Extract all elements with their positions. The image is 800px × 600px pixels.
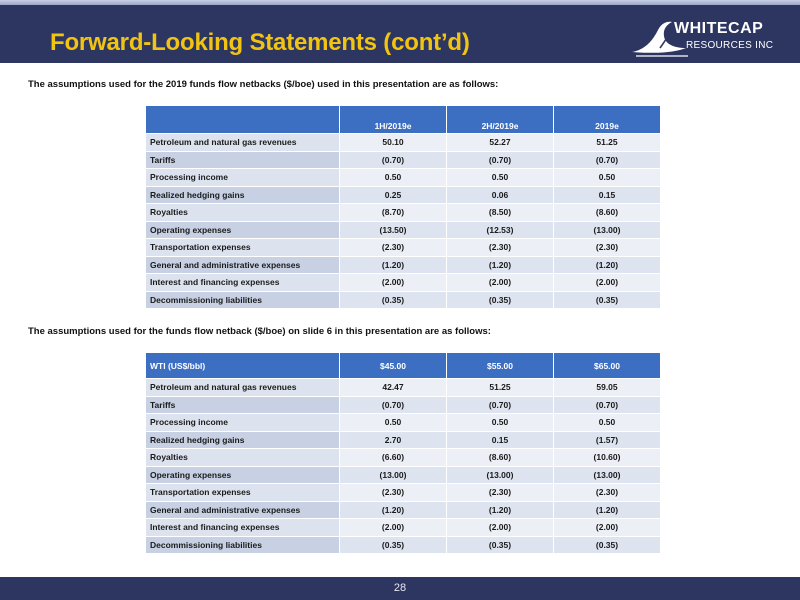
section1-intro: The assumptions used for the 2019 funds flow netbacks ($/boe) used in this presentation are as follows: bbox=[28, 79, 499, 90]
table-cell: (2.30) bbox=[340, 239, 447, 257]
table-cell: (2.00) bbox=[447, 519, 554, 537]
row-label: Realized hedging gains bbox=[146, 431, 340, 449]
table-cell: (1.20) bbox=[340, 501, 447, 519]
table-cell: (2.30) bbox=[447, 484, 554, 502]
page-number: 28 bbox=[393, 582, 407, 594]
table-cell: (2.30) bbox=[447, 239, 554, 257]
table-cell: (0.70) bbox=[554, 151, 661, 169]
table-row bbox=[146, 501, 661, 519]
column-header: 2H/2019e bbox=[447, 106, 554, 134]
column-header bbox=[146, 106, 340, 134]
table-cell: (0.35) bbox=[447, 536, 554, 554]
table-header-row bbox=[146, 353, 661, 379]
row-label: General and administrative expenses bbox=[146, 256, 340, 274]
slide-footer bbox=[0, 577, 800, 600]
row-label: Processing income bbox=[146, 169, 340, 187]
table-cell: (13.00) bbox=[447, 466, 554, 484]
table-cell: (0.35) bbox=[447, 291, 554, 309]
table-cell: (13.50) bbox=[340, 221, 447, 239]
table-row bbox=[146, 256, 661, 274]
logo-subtitle: RESOURCES INC bbox=[686, 40, 774, 51]
table-cell: (1.20) bbox=[447, 256, 554, 274]
table-cell: (8.60) bbox=[447, 449, 554, 467]
table-row bbox=[146, 134, 661, 152]
column-header: WTI (US$/bbl) bbox=[146, 353, 340, 379]
table-row bbox=[146, 274, 661, 292]
table-row bbox=[146, 484, 661, 502]
table-cell: (0.70) bbox=[447, 396, 554, 414]
row-label: General and administrative expenses bbox=[146, 501, 340, 519]
row-label: Operating expenses bbox=[146, 466, 340, 484]
slide-title: Forward-Looking Statements (cont’d) bbox=[50, 29, 470, 56]
table-cell: 2.70 bbox=[340, 431, 447, 449]
table-row bbox=[146, 204, 661, 222]
row-label: Royalties bbox=[146, 204, 340, 222]
table-cell: (0.35) bbox=[554, 291, 661, 309]
table-row bbox=[146, 536, 661, 554]
table-cell: 50.10 bbox=[340, 134, 447, 152]
table-cell: 52.27 bbox=[447, 134, 554, 152]
table-cell: (0.70) bbox=[447, 151, 554, 169]
row-label: Decommissioning liabilities bbox=[146, 536, 340, 554]
table-row bbox=[146, 449, 661, 467]
row-label: Tariffs bbox=[146, 151, 340, 169]
column-header: $45.00 bbox=[340, 353, 447, 379]
table-row bbox=[146, 396, 661, 414]
table-cell: 51.25 bbox=[447, 379, 554, 397]
table-cell: 42.47 bbox=[340, 379, 447, 397]
table-cell: (8.50) bbox=[447, 204, 554, 222]
table-cell: (2.00) bbox=[340, 274, 447, 292]
table-cell: (10.60) bbox=[554, 449, 661, 467]
table-cell: (2.30) bbox=[554, 484, 661, 502]
table-cell: 0.50 bbox=[554, 414, 661, 432]
table-cell: (8.70) bbox=[340, 204, 447, 222]
section2-intro: The assumptions used for the funds flow netback ($/boe) on slide 6 in this presentation are as follows: bbox=[28, 326, 491, 337]
table-row bbox=[146, 291, 661, 309]
table-cell: (0.70) bbox=[554, 396, 661, 414]
table-row bbox=[146, 186, 661, 204]
row-label: Processing income bbox=[146, 414, 340, 432]
table-cell: (0.70) bbox=[340, 396, 447, 414]
table-cell: (0.35) bbox=[340, 291, 447, 309]
table-cell: (13.00) bbox=[554, 221, 661, 239]
column-header: 2019e bbox=[554, 106, 661, 134]
table-cell: 0.50 bbox=[447, 169, 554, 187]
netback-2019-table bbox=[145, 105, 661, 309]
table-cell: (13.00) bbox=[340, 466, 447, 484]
row-label: Interest and financing expenses bbox=[146, 519, 340, 537]
row-label: Petroleum and natural gas revenues bbox=[146, 134, 340, 152]
table-cell: (0.70) bbox=[340, 151, 447, 169]
row-label: Petroleum and natural gas revenues bbox=[146, 379, 340, 397]
table-cell: 59.05 bbox=[554, 379, 661, 397]
row-label: Realized hedging gains bbox=[146, 186, 340, 204]
row-label: Interest and financing expenses bbox=[146, 274, 340, 292]
table-cell: (1.57) bbox=[554, 431, 661, 449]
table-cell: 0.50 bbox=[340, 169, 447, 187]
table-row bbox=[146, 169, 661, 187]
table-header-row bbox=[146, 106, 661, 134]
table-cell: (8.60) bbox=[554, 204, 661, 222]
logo-wordmark: WHITECAP bbox=[674, 20, 764, 37]
table-cell: (0.35) bbox=[554, 536, 661, 554]
table-cell: 51.25 bbox=[554, 134, 661, 152]
table-cell: 0.06 bbox=[447, 186, 554, 204]
table-cell: (1.20) bbox=[447, 501, 554, 519]
company-logo bbox=[630, 18, 790, 60]
row-label: Royalties bbox=[146, 449, 340, 467]
table-cell: (1.20) bbox=[554, 256, 661, 274]
column-header: $55.00 bbox=[447, 353, 554, 379]
slide-header bbox=[0, 5, 800, 63]
table-cell: (2.00) bbox=[340, 519, 447, 537]
table-cell: (1.20) bbox=[554, 501, 661, 519]
table-row bbox=[146, 414, 661, 432]
table-cell: (12.53) bbox=[447, 221, 554, 239]
table-cell: (13.00) bbox=[554, 466, 661, 484]
table-cell: (2.30) bbox=[340, 484, 447, 502]
table-cell: (6.60) bbox=[340, 449, 447, 467]
row-label: Transportation expenses bbox=[146, 484, 340, 502]
table-row bbox=[146, 379, 661, 397]
table-cell: (2.00) bbox=[554, 519, 661, 537]
table-cell: (0.35) bbox=[340, 536, 447, 554]
table-row bbox=[146, 239, 661, 257]
table-cell: (2.30) bbox=[554, 239, 661, 257]
table-cell: 0.15 bbox=[447, 431, 554, 449]
table-row bbox=[146, 151, 661, 169]
table-cell: 0.50 bbox=[340, 414, 447, 432]
netback-wti-sensitivity-table bbox=[145, 352, 661, 554]
table-cell: 0.50 bbox=[554, 169, 661, 187]
column-header: 1H/2019e bbox=[340, 106, 447, 134]
table-row bbox=[146, 221, 661, 239]
column-header: $65.00 bbox=[554, 353, 661, 379]
table-cell: 0.15 bbox=[554, 186, 661, 204]
row-label: Tariffs bbox=[146, 396, 340, 414]
table-row bbox=[146, 519, 661, 537]
row-label: Transportation expenses bbox=[146, 239, 340, 257]
table-row bbox=[146, 431, 661, 449]
row-label: Operating expenses bbox=[146, 221, 340, 239]
table-cell: 0.50 bbox=[447, 414, 554, 432]
table-cell: (2.00) bbox=[554, 274, 661, 292]
table-row bbox=[146, 466, 661, 484]
table-cell: (2.00) bbox=[447, 274, 554, 292]
table-cell: 0.25 bbox=[340, 186, 447, 204]
table-cell: (1.20) bbox=[340, 256, 447, 274]
row-label: Decommissioning liabilities bbox=[146, 291, 340, 309]
